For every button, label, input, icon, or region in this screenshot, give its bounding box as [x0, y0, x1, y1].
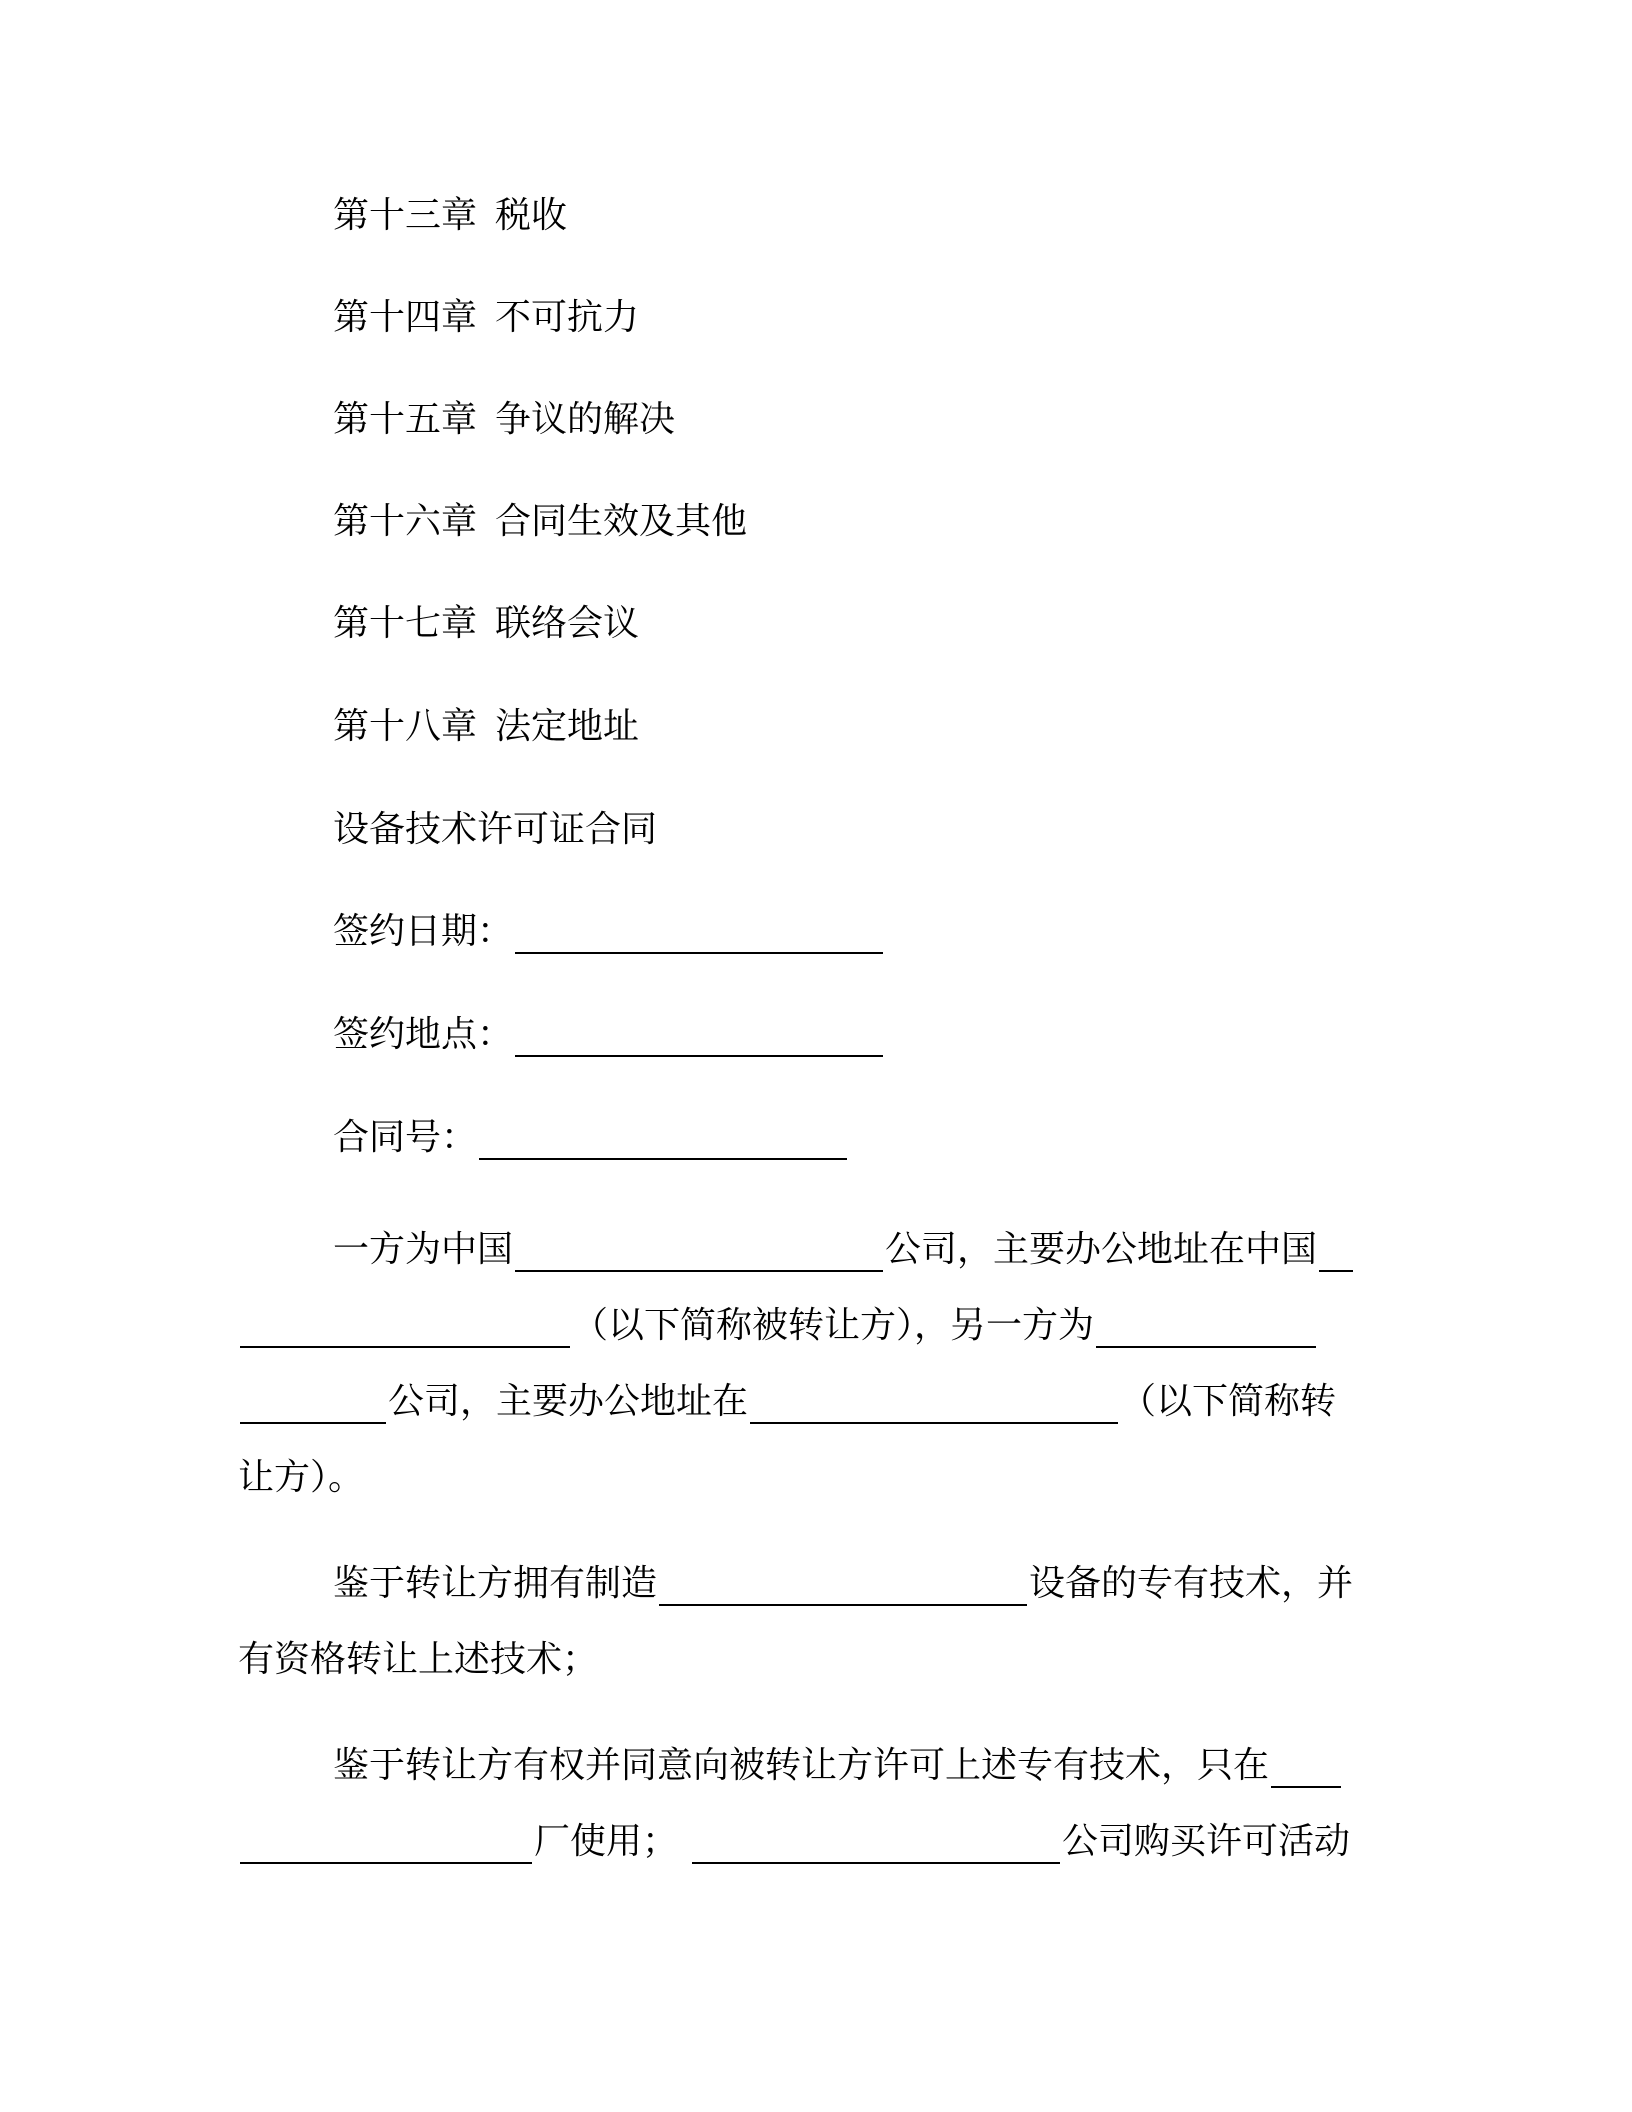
chapter-title: 争议的解决 [495, 399, 676, 440]
chapter-17 [333, 602, 639, 646]
whereas-text: 鉴于转让方拥有制造 [333, 1563, 658, 1604]
parties-line-2 [238, 1304, 1318, 1348]
equipment-blank[interactable] [659, 1570, 1027, 1606]
parties-text: 让方）。 [238, 1457, 365, 1498]
chapter-title: 税收 [495, 195, 568, 236]
contract-number-blank[interactable] [479, 1124, 847, 1160]
chapter-title: 法定地址 [495, 706, 640, 747]
purchasing-company-blank[interactable] [692, 1828, 1060, 1864]
sign-date-blank[interactable] [515, 918, 883, 954]
parties-text: 公司，主要办公地址在中国 [885, 1229, 1318, 1270]
chapter-title: 合同生效及其他 [495, 501, 748, 542]
factory-blank[interactable] [1271, 1752, 1341, 1788]
party-a-address-blank-cont[interactable] [240, 1312, 570, 1348]
whereas-1-line-1 [333, 1562, 1353, 1606]
party-a-address-blank[interactable] [1319, 1236, 1353, 1272]
chapter-number: 第十三章 [333, 195, 478, 236]
chapter-title: 联络会议 [495, 603, 640, 644]
chapter-number: 第十五章 [333, 399, 478, 440]
contract-number-field [333, 1116, 849, 1160]
contract-number-label: 合同号： [333, 1117, 478, 1158]
party-b-company-blank[interactable] [1096, 1312, 1316, 1348]
chapter-title: 不可抗力 [495, 297, 640, 338]
chapter-14 [333, 296, 639, 340]
sign-date-label: 签约日期： [333, 911, 514, 952]
parties-line-1 [333, 1228, 1355, 1272]
party-b-company-blank-cont[interactable] [240, 1388, 386, 1424]
parties-line-4 [238, 1456, 364, 1500]
party-b-address-blank[interactable] [750, 1388, 1118, 1424]
whereas-text: 有资格转让上述技术； [238, 1639, 599, 1680]
whereas-text: 厂使用； [534, 1821, 679, 1862]
chapter-18 [333, 705, 639, 749]
chapter-number: 第十七章 [333, 603, 478, 644]
whereas-text: 公司购买许可活动 [1062, 1821, 1351, 1862]
chapter-16 [333, 500, 747, 544]
parties-text: 公司，主要办公地址在 [388, 1381, 749, 1422]
whereas-text: 鉴于转让方有权并同意向被转让方许可上述专有技术，只在 [333, 1745, 1270, 1786]
sign-place-field [333, 1013, 885, 1057]
parties-text: 一方为中国 [333, 1229, 514, 1270]
chapter-number: 第十四章 [333, 297, 478, 338]
party-a-company-blank[interactable] [515, 1236, 883, 1272]
sign-place-label: 签约地点： [333, 1014, 514, 1055]
chapter-number: 第十六章 [333, 501, 478, 542]
whereas-2-line-2 [238, 1820, 1350, 1864]
contract-title: 设备技术许可证合同 [333, 809, 658, 850]
sign-place-blank[interactable] [515, 1021, 883, 1057]
sign-date-field [333, 910, 885, 954]
chapter-13 [333, 194, 567, 238]
parties-text: （以下简称被转让方），另一方为 [572, 1305, 1095, 1346]
chapter-15 [333, 398, 675, 442]
whereas-1-line-2 [238, 1638, 598, 1682]
whereas-text: 设备的专有技术，并 [1029, 1563, 1354, 1604]
chapter-number: 第十八章 [333, 706, 478, 747]
parties-line-3 [238, 1380, 1336, 1424]
whereas-2-line-1 [333, 1744, 1343, 1788]
parties-text: （以下简称转 [1120, 1381, 1337, 1422]
factory-blank-cont[interactable] [240, 1828, 532, 1864]
